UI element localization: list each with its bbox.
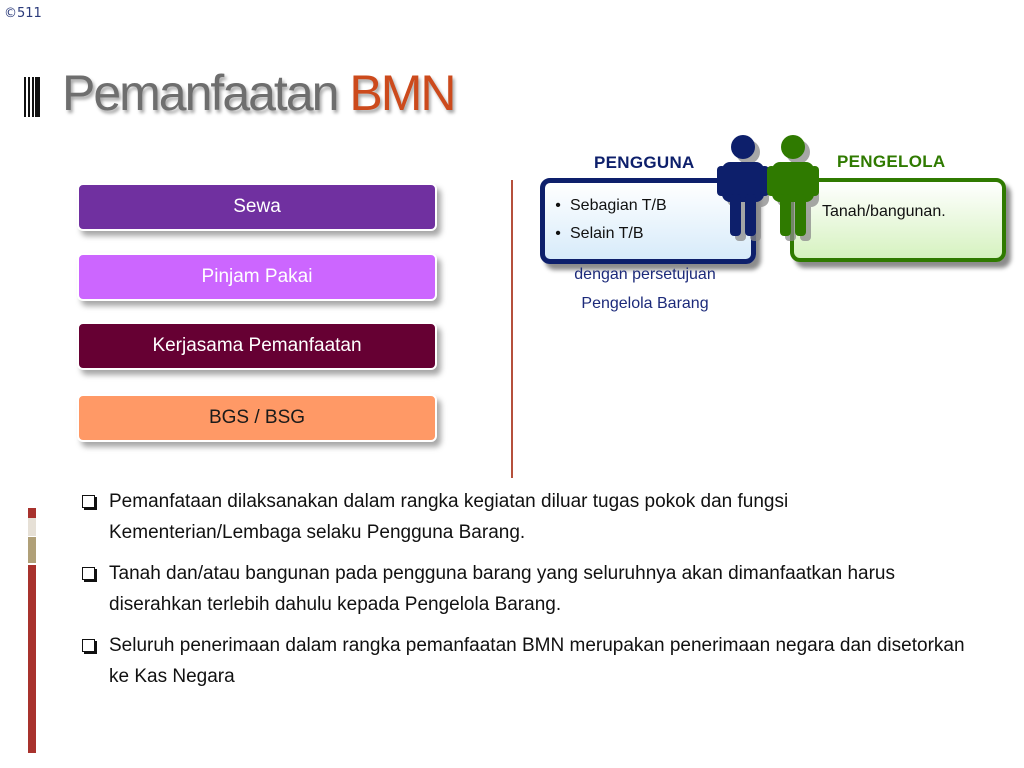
point-text: Pemanfataan dilaksanakan dalam rangka kegiatan diluar tugas pokok dan fungsi Kementerian/Lembaga selaku Pengguna Barang.	[109, 491, 789, 543]
option-kerjasama-pemanfaatan[interactable]: Kerjasama Pemanfaatan	[77, 322, 437, 370]
pengguna-item-label: Sebagian T/B	[570, 197, 667, 214]
bullet-icon: •	[555, 225, 561, 242]
option-sewa[interactable]: Sewa	[77, 183, 437, 231]
decorative-bar	[28, 508, 36, 518]
approval-note	[548, 260, 742, 318]
decorative-bar	[28, 537, 36, 563]
decorative-bar	[28, 565, 36, 753]
point-text: Seluruh penerimaan dalam rangka pemanfaatan BMN merupakan penerimaan negara dan disetorkan ke Kas Negara	[109, 635, 965, 687]
pengguna-label: PENGGUNA	[594, 153, 695, 172]
decorative-bar	[28, 518, 36, 536]
checkbox-bullet-icon	[82, 567, 95, 580]
checkbox-bullet-icon	[82, 495, 95, 508]
page-title	[62, 64, 454, 122]
list-item	[80, 486, 980, 548]
list-item	[80, 558, 980, 620]
title-decoration-icon	[24, 77, 40, 117]
pengguna-list	[546, 192, 667, 248]
option-pinjam-pakai[interactable]: Pinjam Pakai	[77, 253, 437, 301]
bullet-icon: •	[555, 197, 561, 214]
vertical-divider	[511, 180, 513, 478]
approval-note-line1: dengan persetujuan	[574, 266, 716, 283]
approval-note-line2: Pengelola Barang	[581, 295, 709, 312]
title-main: Pemanfaatan	[62, 65, 338, 121]
list-item	[80, 630, 980, 692]
title-accent: BMN	[349, 65, 455, 121]
list-item	[546, 220, 667, 248]
pengelola-text: Tanah/bangunan.	[822, 203, 946, 220]
copyright-text: ©511	[4, 6, 42, 21]
person-manager-icon	[767, 134, 825, 246]
pengguna-item-label: Selain T/B	[570, 225, 644, 242]
checkbox-bullet-icon	[82, 639, 95, 652]
option-bgs-bsg[interactable]: BGS / BSG	[77, 394, 437, 442]
bullet-list	[80, 486, 980, 702]
point-text: Tanah dan/atau bangunan pada pengguna barang yang seluruhnya akan dimanfaatkan harus diserahkan terlebih dahulu kepada Pengelola Barang.	[109, 563, 895, 615]
pengelola-label: PENGELOLA	[837, 152, 946, 171]
list-item	[546, 192, 667, 220]
